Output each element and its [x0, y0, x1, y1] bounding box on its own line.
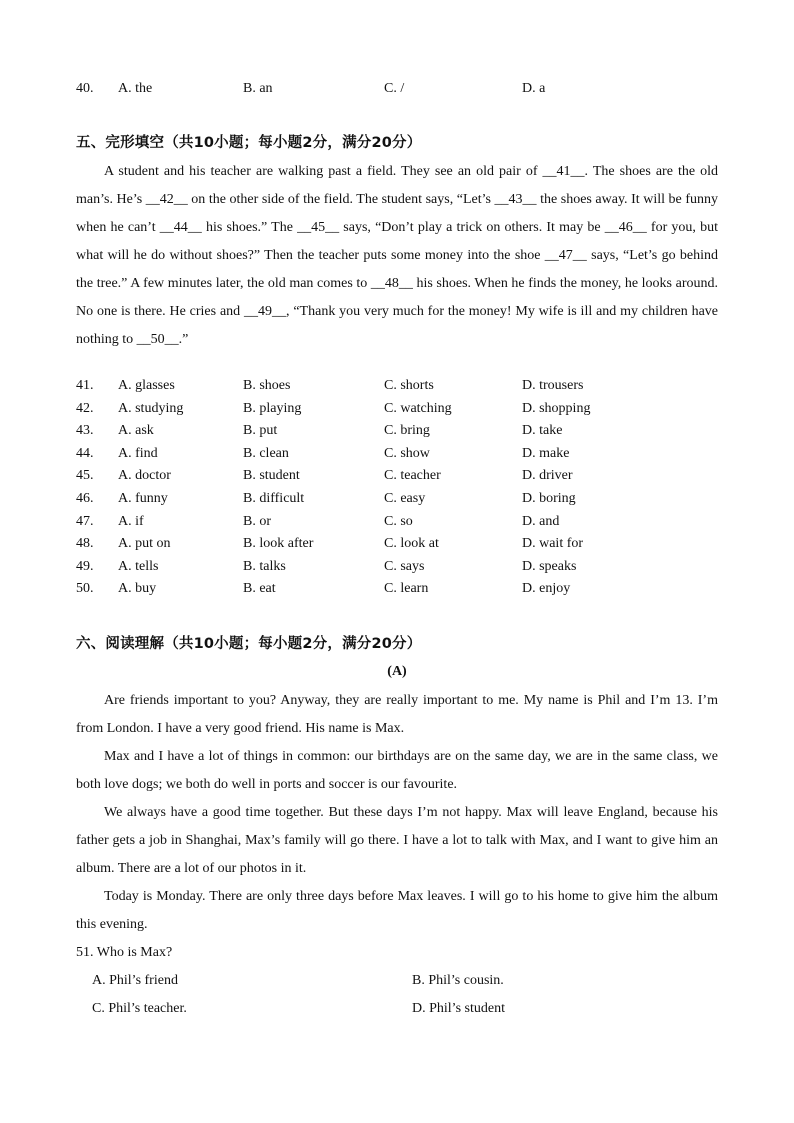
option-c: C. show	[384, 445, 430, 461]
question-number: 41.	[76, 378, 94, 393]
question-number: 46.	[76, 491, 94, 506]
option-b: B. clean	[243, 445, 289, 461]
option-b: B. difficult	[243, 491, 305, 506]
option-c: C. easy	[384, 491, 426, 506]
option-d: D. make	[522, 445, 570, 461]
option-a: A. studying	[118, 400, 184, 416]
question-51-option-b: B. Phil’s cousin.	[412, 973, 504, 988]
cloze-passage	[76, 158, 718, 354]
option-a: A. if	[118, 513, 144, 529]
passage-a-subheading: (A)	[387, 664, 407, 679]
option-d: D. take	[522, 423, 563, 439]
option-a: A. the	[118, 81, 153, 96]
option-c: C. look at	[384, 536, 439, 552]
option-c: C. shorts	[384, 378, 434, 393]
question-number: 50.	[76, 581, 94, 597]
question-number: 44.	[76, 445, 94, 461]
question-number: 49.	[76, 558, 94, 574]
option-c: C. so	[384, 513, 413, 529]
option-b: B. or	[243, 513, 271, 529]
option-a: A. funny	[118, 491, 168, 506]
question-number: 40.	[76, 81, 94, 96]
option-d: D. a	[522, 81, 546, 96]
option-b: B. an	[243, 81, 273, 96]
option-a: A. doctor	[118, 468, 171, 484]
question-51-option-c: C. Phil’s teacher.	[92, 1001, 187, 1016]
question-number: 47.	[76, 513, 94, 529]
option-d: D. and	[522, 513, 560, 529]
option-b: B. eat	[243, 581, 276, 597]
option-b: B. student	[243, 468, 300, 484]
question-51-option-d: D. Phil’s student	[412, 1001, 505, 1016]
option-a: A. put on	[118, 536, 171, 552]
option-d: D. boring	[522, 491, 576, 506]
option-b: B. playing	[243, 400, 302, 416]
question-number: 48.	[76, 536, 94, 552]
option-d: D. enjoy	[522, 581, 571, 597]
question-number: 45.	[76, 468, 94, 484]
reading-paragraph-2: Max and I have a lot of things in common: our birthdays are on the same day, we are in the same class, we both love dogs; we both do well in ports and soccer is our favourite.	[76, 749, 718, 792]
option-c: C. says	[384, 558, 425, 574]
option-d: D. speaks	[522, 558, 577, 574]
option-d: D. driver	[522, 468, 573, 484]
option-b: B. shoes	[243, 378, 291, 393]
option-b: B. look after	[243, 536, 314, 552]
option-d: D. shopping	[522, 400, 591, 416]
option-b: B. talks	[243, 558, 286, 574]
option-a: A. find	[118, 445, 158, 461]
question-51: 51. Who is Max?	[76, 945, 173, 960]
question-number: 43.	[76, 423, 94, 439]
option-b: B. put	[243, 423, 278, 439]
option-c: C. bring	[384, 423, 430, 439]
option-a: A. ask	[118, 423, 154, 439]
option-a: A. tells	[118, 558, 159, 574]
question-51-option-a: A. Phil’s friend	[92, 973, 178, 988]
reading-passage-a	[76, 687, 718, 939]
section-6-heading: 六、阅读理解（共10小题；每小题2分，满分20分）	[76, 636, 422, 652]
option-d: D. wait for	[522, 536, 584, 552]
question-number: 42.	[76, 400, 94, 416]
reading-paragraph-3: We always have a good time together. But these days I’m not happy. Max will leave England, because his father gets a job in Shanghai, Max’s family will go there. I have a lot to talk with Max, and I want to give him an album. There are a lot of our photos in it.	[76, 805, 718, 876]
reading-paragraph-4: Today is Monday. There are only three days before Max leaves. I will go to his home to give him the album this evening.	[76, 889, 718, 932]
reading-paragraph-1: Are friends important to you? Anyway, they are really important to me. My name is Phil and I’m 13. I’m from London. I have a very good friend. His name is Max.	[76, 693, 718, 736]
option-c: C. learn	[384, 581, 429, 597]
option-c: C. teacher	[384, 468, 441, 484]
option-d: D. trousers	[522, 378, 584, 393]
option-c: C. watching	[384, 400, 452, 416]
option-a: A. glasses	[118, 378, 175, 393]
cloze-passage-text: A student and his teacher are walking past a field. They see an old pair of __41__. The shoes are the old man’s. He’s __42__ on the other side of the field. The student says, “Let’s __43__ the shoes away. It will be funny when he can’t __44__ his shoes.” The __45__ says, “Don’t play a trick on others. It may be __46__ for you, but what will he do without shoes?” Then the teacher puts some money into the shoe __47__ says, “Let’s go behind the tree.” A few minutes later, the old man comes to __48__ his shoes. When he finds the money, he looks around. No one is there. He cries and __49__, “Thank you very much for the money! My wife is ill and my children have nothing to __50__.”	[76, 164, 718, 347]
option-a: A. buy	[118, 581, 157, 597]
section-5-heading: 五、完形填空（共10小题；每小题2分，满分20分）	[76, 135, 422, 151]
option-c: C. /	[384, 81, 405, 96]
